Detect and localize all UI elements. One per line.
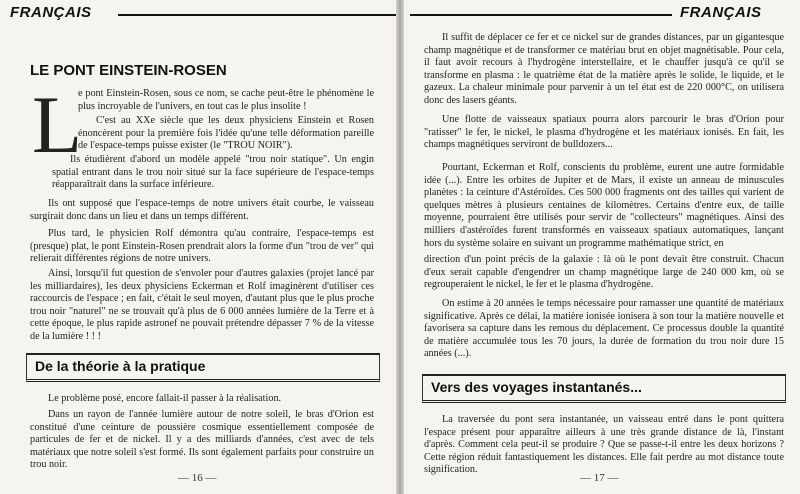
right-paragraph-4: direction d'un point précis de la galaxie : là où le pont devait être construit. Chacun d'eux serait capable d'engendrer un champ magnétique large de 240 000 km, où se regrouperaient le nickel, le fer et le plasma d'hydrogène. [424,254,784,291]
right-header-rule [410,14,672,16]
right-page-number: — 17 — [580,472,619,484]
right-paragraph-3: Pourtant, Eckerman et Rolf, conscients du problème, eurent une autre formidable idée (...). Entre les orbites de Jupiter et de Mars, il existe un anneau de minuscules planètes : la ceinture d'Astéroïdes. Ces 500 000 fragments ont des tailles qui varient de quelques mètres à plusieurs centaines de kilomètres. Certains d'entre eux, de taille moyenne, pourraient être utilisés pour servir de "collecteurs" magnétiques. Ainsi des milliers d'astéroïdes furent transformés en vaisseaux spatiaux automatiques, lançant hors du système solaire en suivant un programme mathématique strict, en [424,162,784,249]
intro-paragraph-2: C'est au XXe siècle que les deux physiciens Einstein et Rosen énoncèrent pour la première fois l'idée qu'une telle déformation pareille de l'espace-temps puisse exister (le "TROU NOIR"). [78,115,374,152]
left-page-number: — 16 — [178,472,217,484]
voyages-paragraph-1: La traversée du pont sera instantanée, un vaisseau entré dans le pont quittera l'espace présent pour apparaître ailleurs à une très grande distance de là, l'instant d'après. Comment cela peut-il se produire ? Que se passe-t-il entre les deux horizons ? Cette région réduit fantastiquement les distances. Elle fait perdre au mot distance toute signification. [424,414,784,476]
section-title-voyages: Vers des voyages instantanés... [431,379,642,395]
section-title-theory: De la théorie à la pratique [35,358,206,374]
intro-paragraph-1: e pont Einstein-Rosen, sous ce nom, se cache peut-être le phénomène le plus incroyable de l'univers, en tout cas le plus insolite ! [78,88,374,112]
left-header-rule [118,14,396,16]
right-running-header: FRANÇAIS [680,4,762,21]
drop-cap: L [32,79,83,170]
right-paragraph-5: On estime à 20 années le temps nécessaire pour ramasser une quantité de matériaux significative. Après ce délai, la matière ionisée ionisera à son tour la matière nouvelle et favorisera sa capture dans les remous du déplacement. Ce processus double la quantité de matière accumulée tous les 70 jours, la durée de formation du trou noir dure 15 années (...). [424,298,784,360]
intro-paragraph-5: Plus tard, le physicien Rolf démontra qu'au contraire, l'espace-temps est (presque) plat, le pont Einstein-Rosen prendrait alors la forme d'un "trou de ver" qui relierait différentes régions de notre univers. [30,228,374,265]
right-page [404,0,800,494]
article-title: LE PONT EINSTEIN-ROSEN [30,62,227,79]
section-header-voyages [422,374,786,403]
intro-paragraph-4: Ils ont supposé que l'espace-temps de notre univers était courbe, le vaisseau surgirait donc dans un lieu et dans un temps différent. [30,198,374,222]
left-running-header: FRANÇAIS [10,4,92,21]
intro-paragraph-3: Ils étudièrent d'abord un modèle appelé "trou noir statique". Un engin spatial entrant dans le trou noir situé sur la face supérieure de l'espace-temps réapparaîtrait dans la surface inférieure. [52,154,374,191]
right-paragraph-1: Il suffit de déplacer ce fer et ce nickel sur de grandes distances, par un gigantesque champ magnétique et de transformer ce matériau brut en objet magnétisable. Pour cela, il faut avoir recours à l'hydrogène interstellaire, et le chauffer jusqu'à ce qu'il se transforme en plasma : le quatrième état de la matière après le solide, le liquide, et le gazeux. La chaleur minimale pour parvenir à un tel état est de 220 000°C, on utilisera donc des lasers géants. [424,32,784,106]
section-paragraph-1: Le problème posé, encore fallait-il passer à la réalisation. [48,393,282,404]
intro-paragraph-6: Ainsi, lorsqu'il fut question de s'envoler pour d'autres galaxies (projet lancé par les milliardaires), les deux physiciens Eckerman et Rolf imaginèrent d'utiliser ces raccourcis de l'espace ; en fait, c'était le seul moyen, d'autant plus que le plus proche trou noir "naturel" ne se trouvait qu'à plus de 6 000 années lumière de la Terre et à cette époque, le plus rapide astronef ne pouvait prétendre dépasser 7 % de la vitesse de la lumière ! ! ! [30,268,374,342]
right-paragraph-2: Une flotte de vaisseaux spatiaux pourra alors parcourir le bras d'Orion pour "ratisser" le fer, le nickel, le plasma d'hydrogène et les matériaux ionisés. En fait, les champs magnétiques serviront de bulldozers... [424,114,784,151]
section-paragraph-2: Dans un rayon de l'année lumière autour de notre soleil, le bras d'Orion est constitué d'une ceinture de poussière cosmique essentiellement composée de particules de fer et de nickel. Il y a des milliards d'années, c'est avec de tels matériaux que notre soleil s'est formé. Ils sont également parfaits pour construire un trou noir. [30,409,374,471]
section-header-theory [26,353,380,382]
left-page [0,0,396,494]
book-gutter [396,0,404,494]
